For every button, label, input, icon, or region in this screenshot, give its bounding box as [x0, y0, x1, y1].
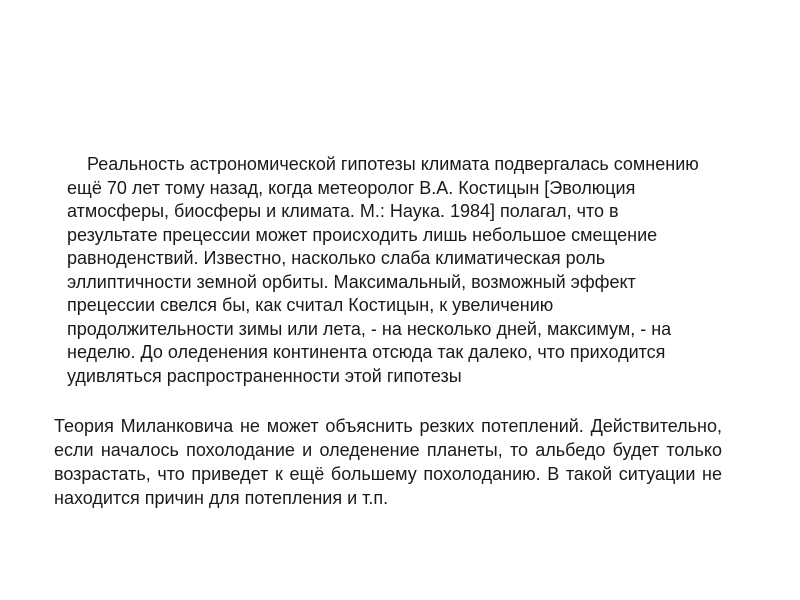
- paragraph-milankovitch: Теория Миланковича не может объяснить резких потеплений. Действительно, если началось похолодание и оледенение планеты, то альбедо будет только возрастать, что приведет к ещё большему похолоданию. В такой ситуации не находится причин для потепления и т.п.: [54, 416, 722, 508]
- text-line: ещё 70 лет тому назад, когда метеоролог В.А. Костицын [Эволюция: [67, 177, 636, 198]
- text-line: продолжительности зимы или лета, - на несколько дней, максимум, - на: [67, 318, 672, 339]
- text-line: результате прецессии может происходить лишь небольшое смещение: [67, 224, 658, 245]
- text-line: удивляться распространенности этой гипотезы: [67, 365, 462, 386]
- text-line: эллиптичности земной орбиты. Максимальный, возможный эффект: [67, 271, 636, 292]
- text-line: равноденствий. Известно, насколько слаба климатическая роль: [67, 248, 606, 268]
- text-line: атмосферы, биосферы и климата. М.: Наука. 1984] полагал, что в: [67, 201, 619, 221]
- paragraph-kostitsyn: [67, 153, 787, 388]
- text-line: прецессии свелся бы, как считал Костицын, к увеличению: [67, 295, 554, 315]
- text-line: неделю. До оледенения континента отсюда так далеко, что приходится: [67, 342, 666, 362]
- text-line: Реальность астрономической гипотезы климата подвергалась сомнению: [87, 154, 699, 174]
